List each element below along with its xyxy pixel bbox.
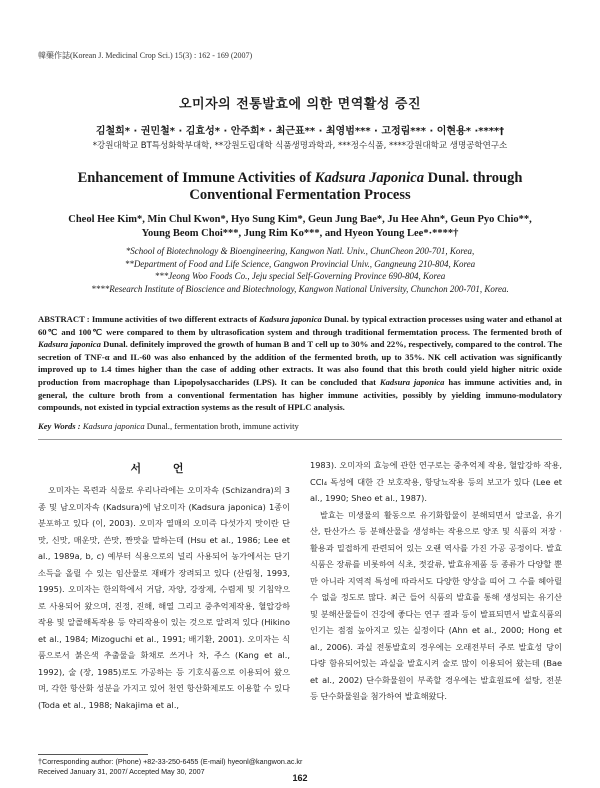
page-number: 162 <box>292 773 308 783</box>
affiliation-1: *School of Biotechnology & Bioengineering, Kangwon Natl. Univ., ChunCheon 200-701, Korea, <box>125 246 475 256</box>
korean-title: 오미자의 전통발효에 의한 면역활성 증진 <box>178 97 422 112</box>
english-title <box>40 170 560 204</box>
abstract-text-segment: Dunal. definitely improved the growth of human B and T cell up to 30% and 22%, respectively, compared to the control. The secretion of TNF-α and IL-60 was also enhanced by the addition of the fermented broth, up to 35%. NK cell activation was significantly improved up to 1.4 times higher than the case of adding other extracts. It was also found that this broth could yield higher nitric oxide production from macrophage than Lipopolysaccharides (LPS). It can be concluded that <box>38 339 563 387</box>
right-column-paragraph-1: 1983). 오미자의 효능에 관한 연구로는 중추억제 작용, 혈압강하 작용, CCl₄ 독성에 대한 간 보호작용, 항당뇨작용 등의 보고가 있다 (Lee et al., 1990; Sheo et al., 1987). <box>310 460 562 503</box>
left-column <box>38 482 290 750</box>
abstract-body <box>38 314 562 412</box>
corresponding-author: †Corresponding author: (Phone) +82-33-250-6455 (E-mail) hyeonl@kangwon.ac.kr <box>38 757 303 766</box>
abstract-species-name: Kadsura japonica <box>259 314 322 324</box>
abstract-label: ABSTRACT : <box>38 314 92 324</box>
abstract-text-segment: has immune activities and, in general, the culture broth from a conventional fermentation has higher immune activities, possibly by yielding immuno-modulatory compounds, not existed in typcial extraction systems as the result of HPLC analysis. <box>38 376 563 413</box>
section-heading-introduction: 서 언 <box>130 462 198 475</box>
korean-affiliations: *강원대학교 BT특성화학부대학, **강원도립대학 식품생명과학과, ***정수식품, ****강원대학교 생명공학연구소 <box>92 141 508 151</box>
journal-header: 韓藥作誌(Korean J. Medicinal Crop Sci.) 15(3) : 162 - 169 (2007) <box>38 51 253 60</box>
keywords-species: Kadsura japonica <box>82 421 145 431</box>
footnote-divider <box>38 754 148 755</box>
received-accepted-dates: Received January 31, 2007/ Accepted May 30, 2007 <box>38 767 205 776</box>
english-title-line2: Conventional Fermentation Process <box>189 187 411 203</box>
english-title-part1: Enhancement of Immune Activities of <box>77 170 315 186</box>
right-column <box>310 457 562 747</box>
abstract-species-name: Kadsura japonica <box>379 376 445 387</box>
affiliation-3: ***Jeong Woo Foods Co., Jeju special Self-Governing Province 690-804, Korea <box>154 271 446 281</box>
english-authors <box>40 213 560 241</box>
english-authors-line1: Cheol Hee Kim*, Min Chul Kwon*, Hyo Sung Kim*, Geun Jung Bae*, Ju Hee Ahn*, Geun Pyo Chio**, <box>68 214 532 225</box>
affiliation-2: **Department of Food and Life Science, Gangwon Provincial Univ., Gangneung 210-804, Korea <box>124 258 476 269</box>
abstract-species-name: Kadsura japonica <box>38 339 101 350</box>
english-authors-line2: Young Beom Choi***, Jung Rim Ko***, and Hyeon Young Lee*·****† <box>141 228 459 239</box>
keywords <box>38 421 562 431</box>
abstract-text-segment: Dunal. by typical extraction processes using water and ethanol at 60℃ and 100℃ were compared to them by ultrasofication system and through traditional fermemtation process. The fermented broth of <box>38 314 563 337</box>
english-affiliations <box>30 245 570 295</box>
left-column-paragraph: 오미자는 목련과 식물로 우리나라에는 오미자속 (Schizandra)의 3종 및 남오미자속 (Kadsura)에 남오미자 (Kadsura japonica) 1종이 분포하고 있다 (이, 2003). 오미자 열매의 오미즉 다섯가지 맛이란 단맛, 신맛, 매운맛, 쓴맛, 짠맛을 말하는데 (Hsu et al., 1986; Lee et al., 1989a, b, c) 예부터 식용으로의 널리 사용되어 농가에서는 단기소득을 올릴 수 있는 임산물로 재배가 장려되고 있다 (산림청, 1993, 1995). 오미자는 한의학에서 거담, 자양, 강장제, 수렴제 및 기침약으로 사용되어 왔으며, 진정, 진해, 해열 그리고 중추억제작용, 혈압강하작용 및 알콜해독작용 등 약리작용이 있는 것으로 알려져 있다 (Hikino et al., 1984; Mizoguchi et al., 1991; 배기환, 2001). 오미자는 식품으로서 붉은색 추출물을 화채로 쓰거나 차, 주스 (Kang et al., 1992), 술 (장, 1985)로도 가공하는 등 기호식품으로 이용되어 왔으며, 각한 항산화 성분을 가지고 있어 천연 항산화제로도 이용할 수 있다 (Toda et al., 1988; Nakajima et al., <box>38 485 290 710</box>
abstract-text-segment: Immune activities of two different extracts of <box>91 314 260 324</box>
keywords-label: Key Words : <box>38 421 83 431</box>
english-title-part3: Dunal. through <box>423 170 523 186</box>
keywords-rest: Dunal., fermentation broth, immune activity <box>144 421 299 431</box>
korean-authors: 김철희* · 권민철* · 김효성* · 안주희* · 최근표** · 최영범*** · 고정림*** · 이현용* ·****† <box>95 126 505 137</box>
abstract-divider <box>38 439 562 440</box>
english-title-species: Kadsura Japonica <box>314 170 424 186</box>
abstract <box>38 313 562 414</box>
right-column-paragraph-2: 발효는 미생물의 활동으로 유기화합물이 분해되면서 알코올, 유기산, 탄산가스 등 분해산물을 생성하는 작용으로 양조 및 식품의 저장 · 활용과 밀접하게 관련되어 있는 오랜 역사를 가진 가공 공정이다. 발효식품은 장류를 비롯하여 식초, 젓갈류, 발효유제품 등 종류가 다양할 뿐만 아니라 지역적 특성에 따라서도 다양한 양상을 띠어 그 수를 헤아릴 수 없을 정도로 많다. 최근 들어 식품의 발효를 통해 생성되는 유기산 및 분해산물들이 건강에 좋다는 연구 결과 등이 발표되면서 발효식품의 인기는 점점 높아지고 있는 실정이다 (Ahn et al., 2000; Hong et al., 2006). 과실 전통발효의 경우에는 오래전부터 주로 발효성 당이 다량 함유되어있는 과실을 발효시켜 술로 많이 이용되어 왔는데 (Bae et al., 2002) 단수화물원이 부족할 경우에는 발효원료에 설탕, 전분 등 단수화물원을 첨가하여 발효해왔다. <box>310 509 562 701</box>
affiliation-4: ****Research Institute of Bioscience and Biotechnology, Kangwon National University, Chunchon 200-701, Korea. <box>91 283 509 294</box>
